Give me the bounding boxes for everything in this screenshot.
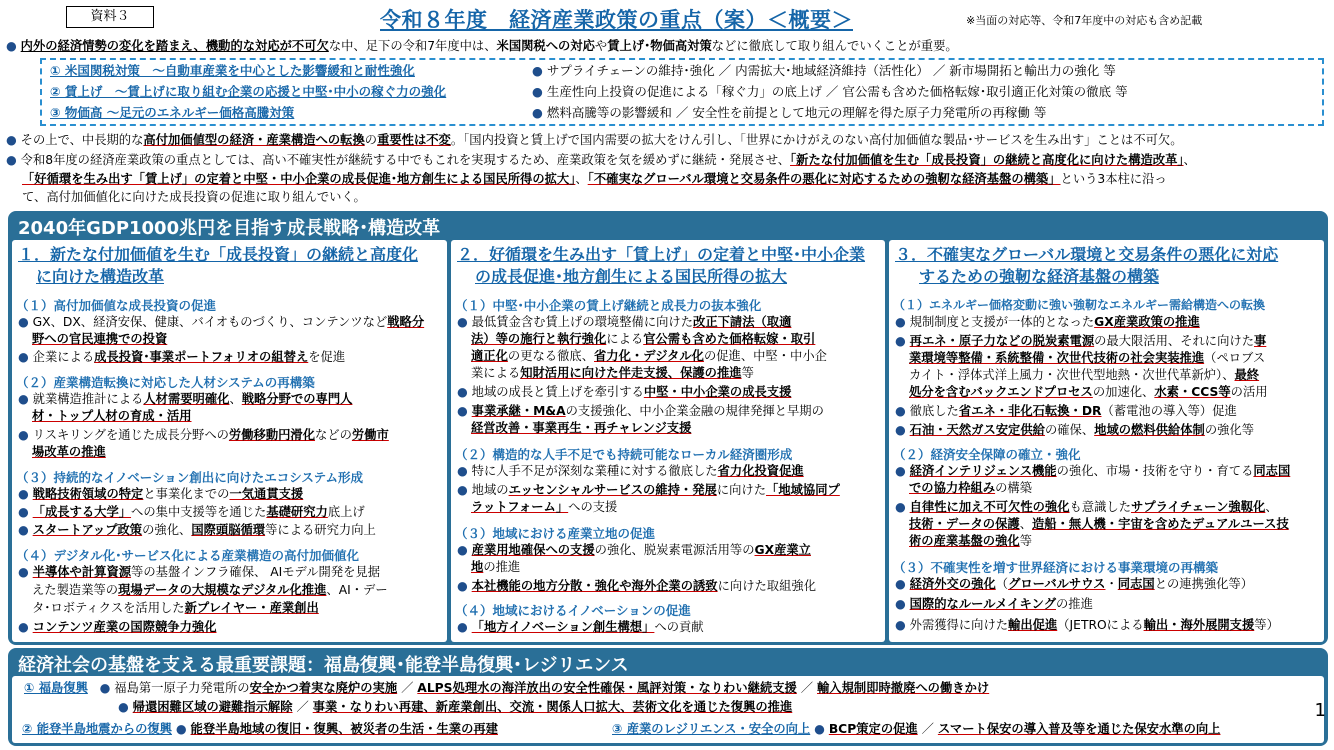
pillar-2-item-cont: ラットフォーム」への支援	[471, 500, 618, 514]
measure-3-detail: ● 燃料高騰等の影響緩和 ／ 安全性を前提として地元の理解を得た原子力発電所の再稼働 等	[532, 105, 1047, 120]
pillar-1-item: ● 半導体や計算資源等の基盤インフラ確保、 AIモデル開発を見据	[18, 565, 381, 579]
pillar-3-sub-3: （３）不確実性を増す世界経済における事業環境の再構築	[893, 560, 1219, 575]
pillar-3-item-cont: 処分を含むバックエンドプロセスの加速化、水素・CCS等の活用	[909, 385, 1268, 399]
pillar-1-heading-line-2: に向けた構造改革	[36, 267, 165, 286]
pillar-2-sub-1: （１）中堅･中小企業の賃上げ継続と成長力の抜本強化	[455, 298, 762, 313]
pillar-2-item-cont: 法）等の施行と執行強化による官公需も含めた価格転嫁・取引	[471, 332, 816, 346]
pillar-3-sub-2: （２）経済安全保障の確立・強化	[893, 447, 1081, 462]
fukushima-row-2: ● 帰還困難区域の避難指示解除 ／ 事業・なりわい再建、新産業創出、交流・関係人口拡大、芸術文化を通じた復興の推進	[118, 700, 793, 714]
measure-1: ① 米国関税対策 ～自動車産業を中心とした影響緩和と耐性強化	[50, 63, 415, 78]
pillar-2-sub-2: （２）構造的な人手不足でも持続可能なローカル経済圏形成	[455, 447, 793, 462]
pillar-3-heading: ３．不確実なグローバル環境と交易条件の悪化に対応	[895, 245, 1279, 264]
measure-1-detail: ● サプライチェーンの維持･強化 ／ 内需拡大･地域経済維持（活性化） ／ 新市場開拓と輸出力の強化 等	[532, 63, 1116, 78]
pillar-1-item: ● スタートアップ政策の強化、国際頭脳循環等による研究力向上	[18, 523, 376, 537]
pillar-1-sub-2: （２）産業構造転換に対応した人材システムの再構築	[16, 375, 315, 390]
pillar-2-item: ● 事業承継・M&Aの支援強化、中小企業金融の規律発揮と早期の	[457, 404, 824, 418]
pillar-3-item-cont: 術の産業基盤の強化等	[909, 534, 1032, 548]
pillar-1-item-cont: えた製造業等の現場データの大規模なデジタル化推進、AI・デー	[32, 583, 388, 597]
pillar-2-heading: ２．好循環を生み出す「賃上げ」の定着と中堅･中小企業	[457, 245, 866, 264]
pillar-3-item: ● 経済外交の強化（グローバルサウス・同志国との連携強化等）	[895, 577, 1254, 591]
pillar-1-item-cont: 材・トップ人材の育成・活用	[32, 409, 192, 423]
pillar-2-column	[451, 240, 885, 642]
growth-strategy-title: 2040年GDP1000兆円を目指す成長戦略･構造改革	[18, 218, 441, 239]
measure-3: ③ 物価高 ～足元のエネルギー価格高騰対策	[50, 105, 295, 120]
intro-paragraph-1: ● 内外の経済情勢の変化を踏まえ、機動的な対応が不可欠な中、足下の令和7年度中は、米国関税への対応や賃上げ･物価高対策などに徹底して取り組んでいくことが重要。	[6, 39, 958, 53]
pillar-2-item: ● 最低賃金含む賃上げの環境整備に向けた改正下請法（取適	[457, 315, 792, 329]
pillar-2-item-cont: 地の推進	[471, 560, 521, 574]
pillar-1-item: ● GX、DX、経済安保、健康、バイオものづくり、コンテンツなど戦略分	[18, 315, 425, 329]
pillar-2-item: ● 特に人手不足が深刻な業種に対する徹底した省力化投資促進	[457, 464, 804, 478]
pillar-3-item: ● 石油・天然ガス安定供給の確保、地域の燃料供給体制の強化等	[895, 423, 1255, 437]
pillar-2-item: ● 本社機能の地方分散・強化や海外企業の誘致に向けた取組強化	[457, 579, 816, 593]
pillar-2-item-cont: 適正化の更なる徹底、省力化・デジタル化の促進、中堅・中小企	[471, 349, 827, 363]
pillar-3-item: ● 徹底した省エネ・非化石転換・DR（蓄電池の導入等）促進	[895, 404, 1237, 418]
fukushima-label: ① 福島復興	[24, 681, 88, 695]
pillar-3-item: ● 再エネ・原子力などの脱炭素電源の最大限活用、それに向けた事	[895, 334, 1267, 348]
pillar-1-item-cont: 野への官民連携での投資	[32, 332, 168, 346]
pillar-3-item-cont: 業環境等整備・系統整備・次世代技術の社会実装推進（ペロブス	[909, 351, 1266, 365]
pillar-1-sub-3: （３）持続的なイノベーション創出に向けたエコシステム形成	[16, 470, 364, 485]
intro-paragraph-3: ● 令和8年度の経済産業政策の重点としては、高い不確実性が継続する中でもこれを実現するため、産業政策を気を緩めずに継続・発展させ、「新たな付加価値を生む「成長投資」の継続と高度化に向けた構造改革」、	[6, 153, 1196, 167]
page-title: 令和８年度 経済産業政策の重点（案）＜概要＞	[380, 8, 853, 32]
pillar-2-item: ● 地域のエッセンシャルサービスの維持・発展に向けた「地域協同プ	[457, 483, 840, 497]
foundation-content	[12, 676, 1324, 743]
pillar-1-item: ● コンテンツ産業の国際競争力強化	[18, 620, 217, 634]
pillar-1-heading: １．新たな付加価値を生む「成長投資」の継続と高度化	[18, 245, 419, 264]
fukushima-row-1: ① 福島復興 ● 福島第一原子力発電所の安全かつ着実な廃炉の実施 ／ ALPS処理水の海洋放出の安全性確保・風評対策・なりわい継続支援 ／ 輸入規制即時撤廃への働きかけ	[24, 681, 990, 695]
pillar-2-heading-line-2: の成長促進･地方創生による国民所得の拡大	[475, 267, 788, 286]
foundation-title: 経済社会の基盤を支える最重要課題：福島復興･能登半島復興･レジリエンス	[18, 655, 629, 676]
pillar-2-sub-4: （４）地域におけるイノベーションの促進	[455, 603, 691, 618]
pillar-1-item: ● 戦略技術領域の特定と事業化までの一気通貫支援	[18, 487, 304, 501]
intro-paragraph-3-line-2: 「好循環を生み出す「賃上げ」の定着と中堅・中小企業の成長促進･地方創生による国民所得の拡大」、「不確実なグローバル環境と交易条件の悪化に対応するための強靭な経済基盤の構築」という3本柱に沿っ	[22, 172, 1167, 186]
pillar-2-item-cont: 業による知財活用に向けた伴走支援、保護の推進等	[471, 366, 754, 380]
noto-label: ② 能登半島地震からの復興	[22, 722, 172, 736]
document-label: 資料３	[66, 6, 154, 28]
measure-2: ② 賃上げ ～賃上げに取り組む企業の応援と中堅･中小の稼ぐ力の強化	[50, 84, 447, 99]
pillar-1-column	[12, 240, 447, 642]
pillar-3-item: ● 外需獲得に向けた輸出促進（JETROによる輸出・海外展開支援等）	[895, 618, 1279, 632]
pillar-3-item: ● 規制制度と支援が一体的となったGX産業政策の推進	[895, 315, 1200, 329]
pillar-1-item-cont: 場改革の推進	[32, 445, 106, 459]
pillar-3-sub-1: （１）エネルギー価格変動に強い強靭なエネルギー需給構造への転換	[893, 298, 1266, 312]
noto-row: ② 能登半島地震からの復興 ● 能登半島地域の復旧・復興、被災者の生活・生業の再建	[22, 722, 498, 736]
pillar-2-sub-3: （３）地域における産業立地の促進	[455, 526, 656, 541]
pillar-1-item: ● 就業構造推計による人材需要明確化、戦略分野での専門人	[18, 392, 353, 406]
page-number: 1	[1314, 700, 1326, 721]
pillar-3-item-cont: カイト・浮体式洋上風力・次世代型地熱・次世代革新炉）、最終	[909, 368, 1260, 382]
pillar-3-item-cont: 技術・データの保護、造船・無人機・宇宙を含めたデュアルユース技	[909, 517, 1289, 531]
pillar-3-item: ● 経済インテリジェンス機能の強化、市場・技術を守り・育てる同志国	[895, 464, 1291, 478]
pillar-1-sub-4: （４）デジタル化･サービス化による産業構造の高付加価値化	[16, 548, 360, 563]
title-note: ※当面の対応等、令和7年度中の対応も含め記載	[966, 14, 1203, 27]
pillar-3-heading-line-2: するための強靭な経済基盤の構築	[919, 267, 1160, 286]
intro-paragraph-3-line-3: て、高付加価値化に向けた成長投資の促進に取り組んでいく。	[22, 190, 366, 204]
measure-2-detail: ● 生産性向上投資の促進による「稼ぐ力」の底上げ ／ 官公需も含めた価格転嫁･取引適正化対策の徹底 等	[532, 84, 1128, 99]
pillar-1-item-cont: タ･ロボティクスを活用した新プレイヤー・産業創出	[32, 601, 319, 615]
pillar-2-item: ● 産業用地確保への支援の強化、脱炭素電源活用等のGX産業立	[457, 543, 811, 557]
pillar-3-item: ● 自律性に加え不可欠性の強化も意識したサプライチェーン強靱化、	[895, 500, 1278, 514]
pillar-3-item-cont: での協力枠組みの構築	[909, 481, 1032, 495]
pillar-3-item: ● 国際的なルールメイキングの推進	[895, 597, 1093, 611]
pillar-2-item: ● 「地方イノベーション創生構想」への貢献	[457, 620, 704, 634]
pillar-1-item: ● リスキリングを通じた成長分野への労働移動円滑化などの労働市	[18, 428, 389, 442]
pillar-1-sub-1: （１）高付加価値な成長投資の促進	[16, 298, 217, 313]
pillar-3-column	[889, 240, 1324, 642]
pillar-1-item: ● 企業による成長投資･事業ポートフォリオの組替えを促進	[18, 350, 346, 364]
current-measures-box	[40, 58, 1324, 126]
intro-paragraph-2: ● その上で、中長期的な高付加価値型の経済・産業構造への転換の重要性は不変。「国内投資と賃上げで国内需要の拡大をけん引し、「世界にかけがえのない高付加価値な製品･サービスを生み出す」ことは不可欠。	[6, 133, 1183, 147]
pillar-2-item-cont: 経営改善・事業再生・再チャレンジ支援	[471, 421, 692, 435]
pillar-1-item: ● 「成長する大学」への集中支援等を通じた基礎研究力底上げ	[18, 505, 365, 519]
resilience-label: ③ 産業のレジリエンス・安全の向上	[612, 722, 811, 736]
pillar-2-item: ● 地域の成長と賃上げを牽引する中堅・中小企業の成長支援	[457, 385, 792, 399]
resilience-row: ③ 産業のレジリエンス・安全の向上 ● BCP策定の促進 ／ スマート保安の導入普及等を通じた保安水準の向上	[612, 722, 1221, 736]
